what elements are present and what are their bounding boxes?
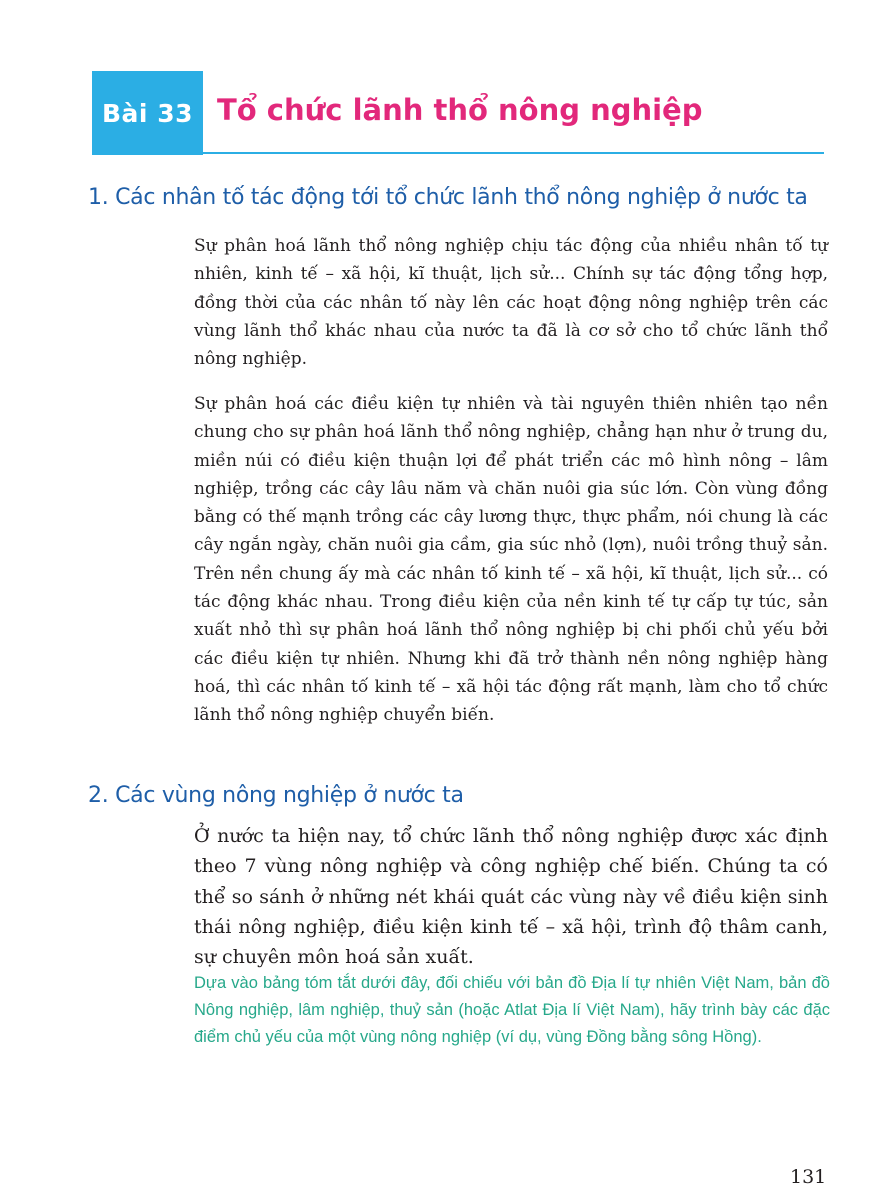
header-divider	[203, 152, 824, 154]
lesson-number-badge: Bài 33	[92, 71, 203, 155]
section-2-heading: 2. Các vùng nông nghiệp ở nước ta	[88, 783, 464, 808]
lesson-title: Tổ chức lãnh thổ nông nghiệp	[217, 93, 703, 127]
activity-question: Dựa vào bảng tóm tắt dưới đây, đối chiếu với bản đồ Địa lí tự nhiên Việt Nam, bản đồ Nông nghiệp, lâm nghiệp, thuỷ sản (hoặc Atlat Địa lí Việt Nam), hãy trình bày các đặc điểm chủ yếu của một vùng nông nghiệp (ví dụ, vùng Đồng bằng sông Hồng).	[194, 974, 830, 1046]
section-1-paragraph-2: Sự phân hoá các điều kiện tự nhiên và tài nguyên thiên nhiên tạo nền chung cho sự phân hoá lãnh thổ nông nghiệp, chẳng hạn như ở trung du, miền núi có điều kiện thuận lợi để phát triển các mô hình nông – lâm nghiệp, trồng các cây lâu năm và chăn nuôi gia súc lớn. Còn vùng đồng bằng có thế mạnh trồng các cây lương thực, thực phẩm, nói chung là các cây ngắn ngày, chăn nuôi gia cầm, gia súc nhỏ (lợn), nuôi trồng thuỷ sản. Trên nền chung ấy mà các nhân tố kinh tế – xã hội, kĩ thuật, lịch sử... có tác động khác nhau. Trong điều kiện của nền kinh tế tự cấp tự túc, sản xuất nhỏ thì sự phân hoá lãnh thổ nông nghiệp bị chi phối chủ yếu bởi các điều kiện tự nhiên. Nhưng khi đã trở thành nền nông nghiệp hàng hoá, thì các nhân tố kinh tế – xã hội tác động rất mạnh, làm cho tổ chức lãnh thổ nông nghiệp chuyển biến.	[194, 394, 828, 726]
section-1-heading: 1. Các nhân tố tác động tới tổ chức lãnh thổ nông nghiệp ở nước ta	[88, 185, 808, 210]
section-2-paragraph: Ở nước ta hiện nay, tổ chức lãnh thổ nông nghiệp được xác định theo 7 vùng nông nghiệp và công nghiệp chế biến. Chúng ta có thể so sánh ở những nét khái quát các vùng này về điều kiện sinh thái nông nghiệp, điều kiện kinh tế – xã hội, trình độ thâm canh, sự chuyên môn hoá sản xuất.	[194, 825, 828, 969]
page-number: 131	[790, 1166, 827, 1188]
lesson-header	[92, 71, 824, 155]
section-1-paragraph-1: Sự phân hoá lãnh thổ nông nghiệp chịu tác động của nhiều nhân tố tự nhiên, kinh tế – xã hội, kĩ thuật, lịch sử... Chính sự tác động tổng hợp, đồng thời của các nhân tố này lên các hoạt động nông nghiệp trên các vùng lãnh thổ khác nhau của nước ta đã là cơ sở cho tổ chức lãnh thổ nông nghiệp.	[194, 236, 828, 370]
